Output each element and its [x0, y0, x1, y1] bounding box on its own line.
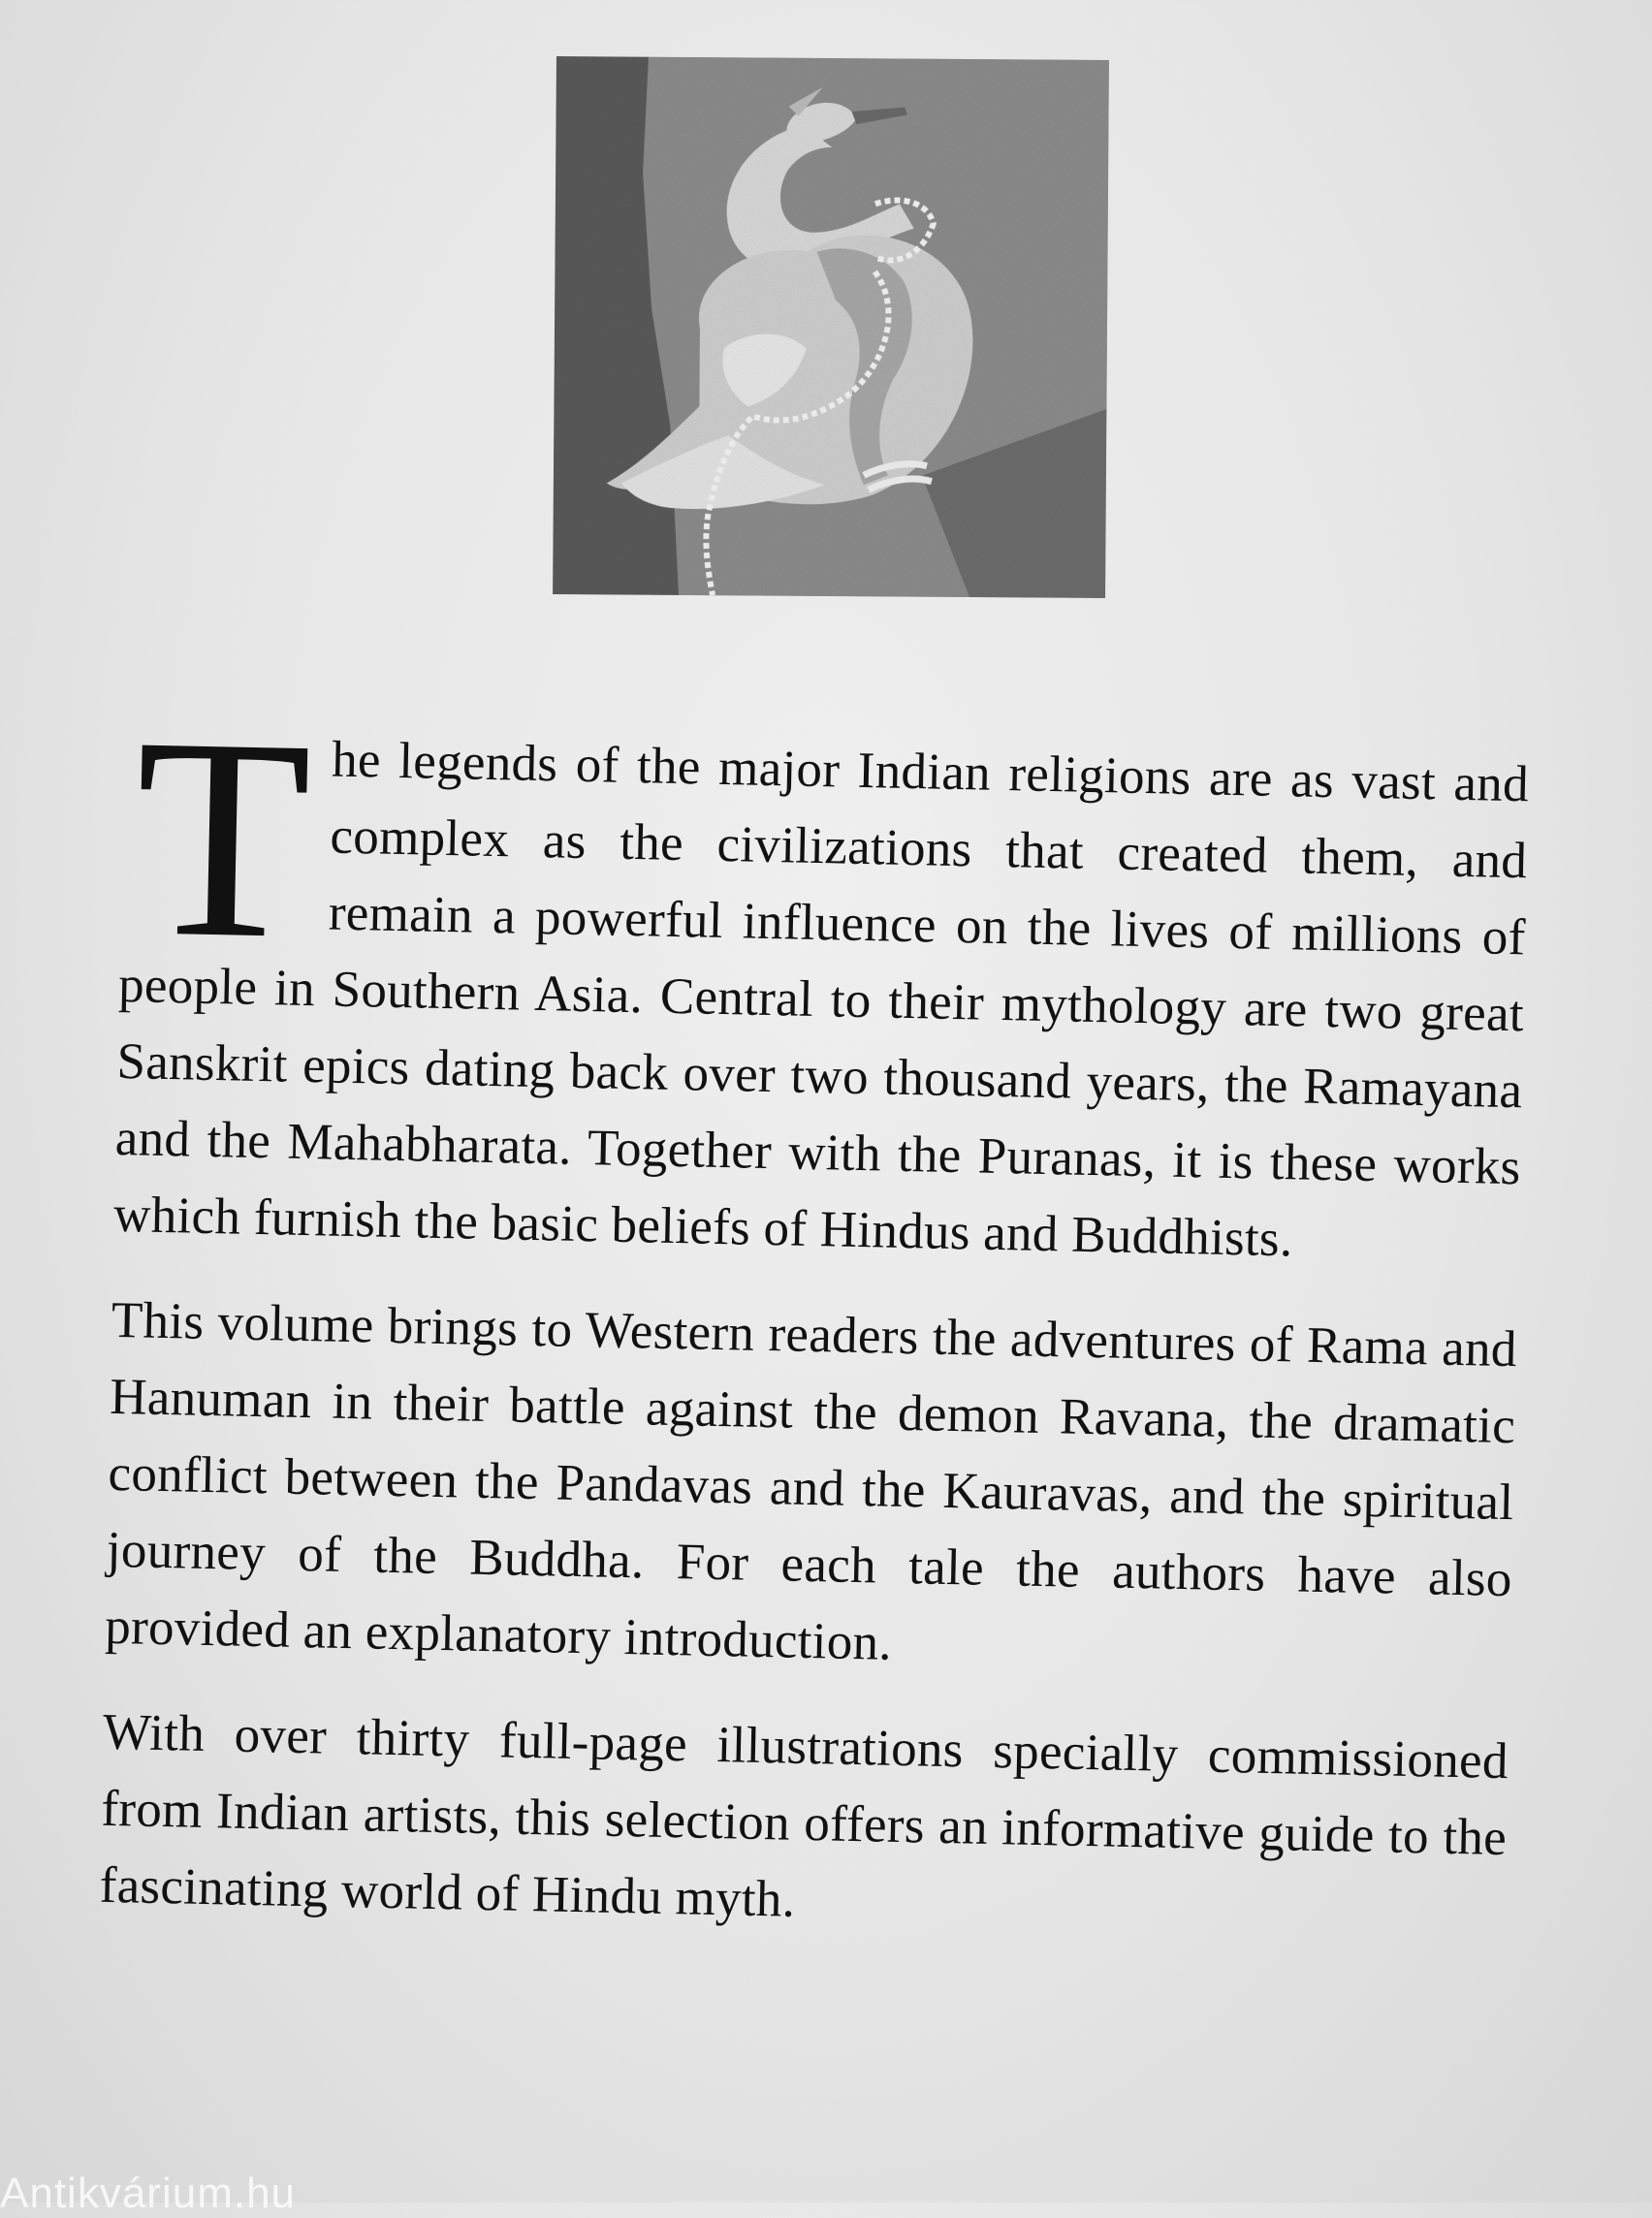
paragraph-3: With over thirty full-page illustrations specially commissioned from Indian artists, this selection offers an informative guide to the fascinating world of Hindu myth.	[99, 1703, 1509, 1928]
drop-cap: T	[131, 678, 314, 1000]
paragraph-2: This volume brings to Western readers the adventures of Rama and Hanuman in their battle against the demon Ravana, the dramatic conflict between the Pandavas and the Kauravas, and the spiritual journey of the Buddha. For each tale the authors have also provided an explanatory introduction.	[104, 1291, 1518, 1671]
watermark: Antikvárium.hu	[0, 2170, 297, 2217]
intro-text	[99, 678, 1530, 1953]
swan-illustration	[553, 56, 1109, 598]
paragraph-1-text: he legends of the major Indian religions are as vast and complex as the civilizations that created them, and remain a powerful influence on the lives of millions of people in Southern Asia. Central to their mythology are two great Sanskrit epics dating back over two thousand years, the Ramayana and the Mahabharata. Together with the Puranas, it is these works which furnish the basic beliefs of Hindus and Buddhists.	[112, 731, 1530, 1268]
paragraph-1	[112, 678, 1530, 1283]
swan-icon	[553, 56, 1109, 598]
